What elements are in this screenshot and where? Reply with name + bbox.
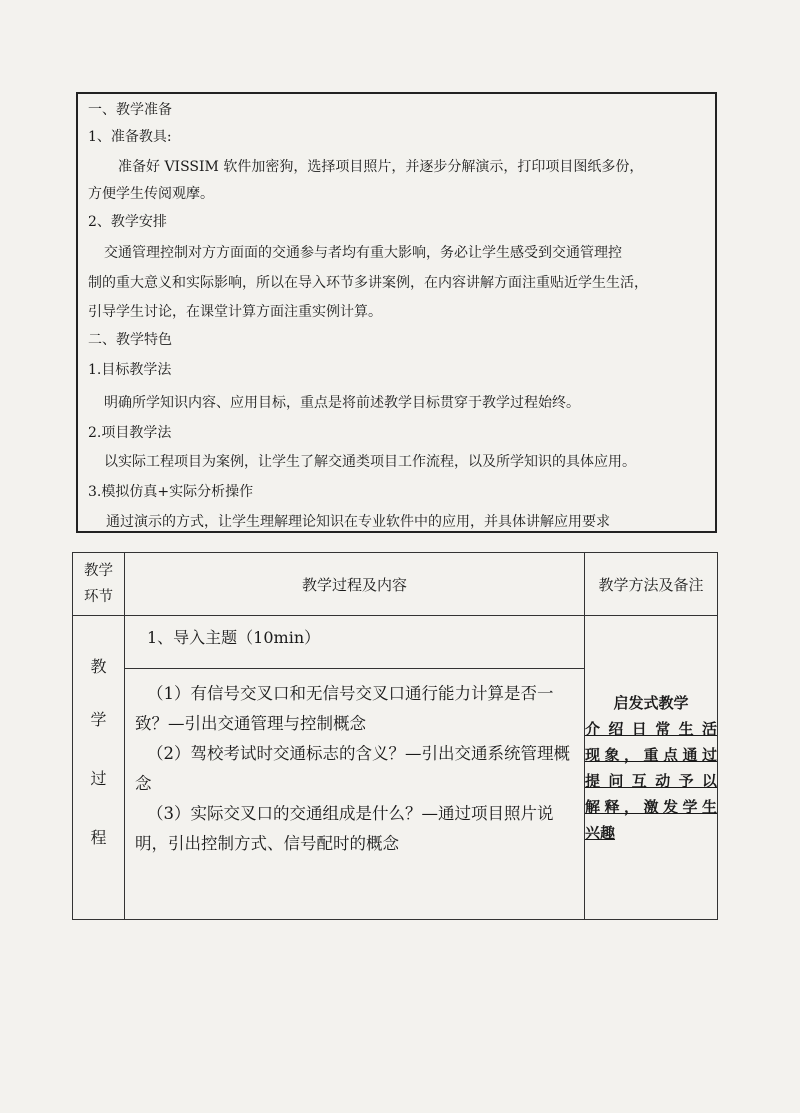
method-line: 提问互动予以 (585, 771, 717, 790)
prep-item-arrangement: 2、教学安排 (88, 214, 167, 230)
method-header: 教学方法及备注 (585, 553, 718, 616)
method-line: 介绍日常生活 (585, 719, 717, 738)
stage-header: 教学 环节 (73, 553, 125, 616)
prep-arrangement-text-2: 制的重大意义和实际影响，所以在导入环节多讲案例，在内容讲解方面注重贴近学生生活， (88, 275, 648, 291)
prep-tools-text-2: 方便学生传阅观摩。 (88, 186, 214, 202)
method-line: 兴趣 (585, 823, 616, 842)
content-header: 教学过程及内容 (125, 553, 585, 616)
feature-1-text: 明确所学知识内容、应用目标，重点是将前述教学目标贯穿于教学过程始终。 (104, 395, 580, 411)
method-line: 解释，激发学生 (585, 797, 717, 816)
feature-2-text: 以实际工程项目为案例，让学生了解交通类项目工作流程，以及所学知识的具体应用。 (104, 454, 636, 470)
prep-arrangement-text-1: 交通管理控制对方方面面的交通参与者均有重大影响，务必让学生感受到交通管理控 (104, 245, 622, 261)
intro-points (125, 669, 584, 859)
feature-1-title: 1.目标教学法 (88, 362, 172, 378)
method-cell (585, 616, 718, 920)
intro-title: 1、导入主题（10min） (125, 616, 584, 669)
list-item: （2）驾校考试时交通标志的含义？—引出交通系统管理概念 (135, 744, 570, 793)
prep-item-tools: 1、准备教具: (88, 129, 172, 145)
content-cell (125, 616, 585, 920)
prep-tools-text-1: 准备好 VISSIM 软件加密狗，选择项目照片，并逐步分解演示，打印项目图纸多份， (118, 159, 644, 175)
list-item: （1）有信号交叉口和无信号交叉口通行能力计算是否一致？—引出交通管理与控制概念 (135, 684, 554, 733)
feature-2-title: 2.项目教学法 (88, 425, 172, 441)
teaching-process-table (72, 552, 718, 920)
section-heading-prep: 一、教学准备 (88, 102, 172, 118)
table-row (73, 616, 718, 920)
feature-3-title: 3.模拟仿真+实际分析操作 (88, 484, 254, 500)
table-header-row (73, 553, 718, 616)
list-item: （3）实际交叉口的交通组成是什么？—通过项目照片说明，引出控制方式、信号配时的概念 (135, 804, 554, 853)
section-heading-features: 二、教学特色 (88, 332, 172, 348)
feature-3-text: 通过演示的方式，让学生理解理论知识在专业软件中的应用，并具体讲解应用要求 (106, 514, 610, 530)
method-line: 现象，重点通过 (585, 745, 717, 764)
method-title: 启发式教学 (613, 693, 689, 712)
stage-cell: 教 学 过 程 (73, 616, 125, 920)
prep-arrangement-text-3: 引导学生讨论，在课堂计算方面注重实例计算。 (88, 304, 382, 320)
